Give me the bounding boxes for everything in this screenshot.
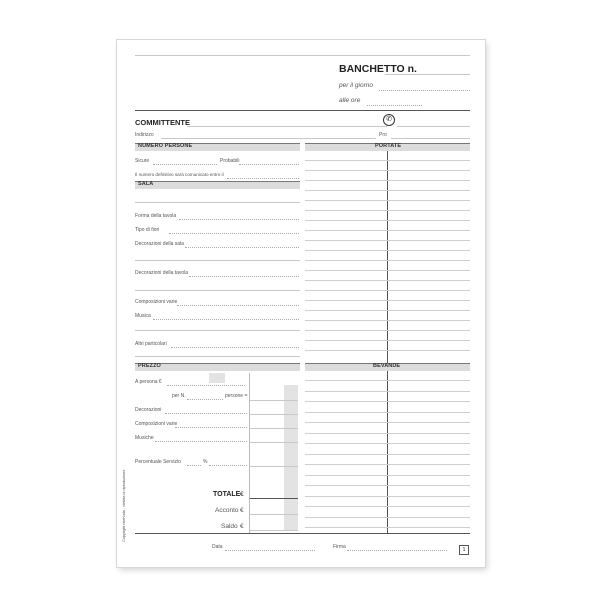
sala-field-label: Altri particolari [135, 341, 167, 347]
portate-heading: PORTATE [375, 143, 402, 149]
ruled-line[interactable] [305, 506, 470, 507]
ruled-line[interactable] [305, 210, 470, 211]
amount-column-divider [249, 373, 250, 533]
prezzo-item-label: Decorazioni [135, 407, 162, 413]
side-copyright-text: Copyright riservata - vietata la riproduzione [122, 469, 126, 542]
ruled-line[interactable] [305, 180, 470, 181]
ruled-line[interactable] [305, 190, 470, 191]
probabili-field[interactable] [239, 164, 299, 165]
firma-label: Firma [333, 544, 346, 550]
per-n-label: per N. [172, 393, 186, 399]
indirizzo-field[interactable] [161, 138, 376, 139]
ruled-line[interactable] [305, 401, 470, 402]
percentuale-field[interactable] [187, 465, 201, 466]
ruled-line[interactable] [305, 517, 470, 518]
committente-field[interactable] [187, 126, 387, 127]
sala-field-line[interactable] [179, 219, 299, 220]
ruled-line[interactable] [305, 496, 470, 497]
ruled-line[interactable] [305, 270, 470, 271]
committente-label: COMMITTENTE [135, 118, 190, 127]
sala-field-label: Tipo di fiori [135, 227, 160, 233]
prezzo-band [135, 363, 300, 371]
sala-field-line[interactable] [169, 233, 299, 234]
top-rule [135, 55, 470, 56]
page-marker: 1 [459, 545, 469, 555]
ore-label: alle ore [339, 97, 361, 104]
sala-field-line[interactable] [153, 319, 299, 320]
ruled-line[interactable] [305, 422, 470, 423]
per-persona-field[interactable] [167, 385, 245, 386]
ruled-line[interactable] [305, 412, 470, 413]
sala-line[interactable] [135, 290, 300, 291]
ruled-line[interactable] [305, 433, 470, 434]
data-label: Data [212, 544, 223, 550]
bevande-heading: BEVANDE [373, 363, 401, 369]
banchetto-number-line[interactable] [385, 74, 470, 75]
persone-label: persone = [225, 393, 248, 399]
indirizzo-label: Indirizzo [135, 132, 154, 138]
sala-line[interactable] [135, 330, 300, 331]
saldo-field[interactable] [250, 530, 298, 531]
sala-field-label: Decorazioni della tavola [135, 270, 189, 276]
ruled-line[interactable] [305, 454, 470, 455]
numero-definitivo-label: Il numero definitivo sarà comunicato entro il [135, 172, 224, 177]
numero-persone-heading: NUMERO PERSONE [138, 143, 193, 149]
totale-field[interactable] [250, 498, 298, 499]
amount-line[interactable] [250, 466, 298, 467]
ruled-line[interactable] [305, 380, 470, 381]
sala-field-line[interactable] [185, 247, 299, 248]
ruled-line[interactable] [305, 200, 470, 201]
ruled-line[interactable] [305, 485, 470, 486]
ruled-line[interactable] [305, 330, 470, 331]
ruled-line[interactable] [305, 310, 470, 311]
prezzo-item-label: Musiche [135, 435, 154, 441]
ruled-line[interactable] [305, 240, 470, 241]
acconto-label: Acconto [215, 507, 239, 514]
pro-field[interactable] [391, 138, 470, 139]
acconto-field[interactable] [250, 514, 298, 515]
sala-field-label: Decorazioni della sala [135, 241, 184, 247]
sala-line[interactable] [135, 356, 300, 357]
numero-definitivo-field[interactable] [227, 178, 299, 179]
sala-line[interactable] [135, 202, 300, 203]
ruled-line[interactable] [305, 290, 470, 291]
form-sheet [117, 40, 485, 567]
sala-field-label: Musica [135, 313, 151, 319]
ruled-line[interactable] [305, 391, 470, 392]
banchetto-title: BANCHETTO n. [339, 63, 417, 75]
amount-line[interactable] [250, 442, 298, 443]
ruled-line[interactable] [305, 170, 470, 171]
sala-line[interactable] [135, 260, 300, 261]
probabili-label: Probabili [220, 158, 240, 164]
prezzo-item-label: Composizioni varie [135, 421, 178, 427]
footer-rule [135, 533, 470, 534]
percent-sign: % [203, 459, 208, 465]
ruled-line[interactable] [305, 300, 470, 301]
sala-field-label: Forma della tavola [135, 213, 177, 219]
totale-currency: € [240, 491, 244, 498]
sicure-field[interactable] [153, 164, 217, 165]
giorno-field[interactable] [379, 90, 470, 91]
header-rule [135, 110, 470, 111]
pro-label: Pro [379, 132, 387, 138]
ruled-line[interactable] [305, 340, 470, 341]
sala-field-line[interactable] [171, 347, 299, 348]
ruled-line[interactable] [305, 250, 470, 251]
sala-field-label: Composizioni varie [135, 299, 178, 305]
sala-field-line[interactable] [177, 305, 299, 306]
ruled-line[interactable] [305, 260, 470, 261]
prezzo-item-label: Percentuale Servizio [135, 459, 181, 465]
ruled-line[interactable] [305, 220, 470, 221]
firma-field[interactable] [347, 550, 447, 551]
sala-field-line[interactable] [189, 276, 299, 277]
ruled-line[interactable] [305, 320, 470, 321]
saldo-label: Saldo [221, 523, 238, 530]
numero-persone-band [135, 143, 300, 151]
ruled-line[interactable] [305, 160, 470, 161]
sicure-label: Sicure [135, 158, 150, 164]
prezzo-item-line[interactable] [165, 413, 247, 414]
phone-field[interactable] [397, 126, 470, 127]
per-persona-label: A persona € [135, 379, 162, 385]
amount-shaded-column [284, 385, 298, 530]
prezzo-item-line[interactable] [209, 465, 247, 466]
amount-line[interactable] [250, 428, 298, 429]
ruled-line[interactable] [305, 230, 470, 231]
giorno-label: per il giorno [339, 82, 373, 89]
portate-band [305, 143, 470, 151]
sala-band [135, 181, 300, 189]
bevande-band [305, 363, 470, 371]
prezzo-item-line[interactable] [175, 427, 247, 428]
phone-icon: ✆ [383, 114, 395, 126]
data-field[interactable] [225, 550, 315, 551]
amount-line[interactable] [250, 414, 298, 415]
acconto-currency: € [240, 507, 244, 514]
totale-label: TOTALE [213, 491, 241, 498]
prezzo-item-line[interactable] [155, 441, 247, 442]
sala-heading: SALA [138, 181, 154, 187]
ruled-line[interactable] [305, 527, 470, 528]
ruled-line[interactable] [305, 350, 470, 351]
ore-field[interactable] [367, 105, 422, 106]
ruled-line[interactable] [305, 464, 470, 465]
prezzo-shaded-box [209, 373, 225, 383]
ruled-line[interactable] [305, 475, 470, 476]
center-divider [387, 151, 388, 533]
ruled-line[interactable] [305, 443, 470, 444]
ruled-line[interactable] [305, 280, 470, 281]
amount-line[interactable] [250, 400, 298, 401]
saldo-currency: € [240, 523, 244, 530]
per-n-field[interactable] [187, 399, 223, 400]
prezzo-heading: PREZZO [138, 363, 161, 369]
